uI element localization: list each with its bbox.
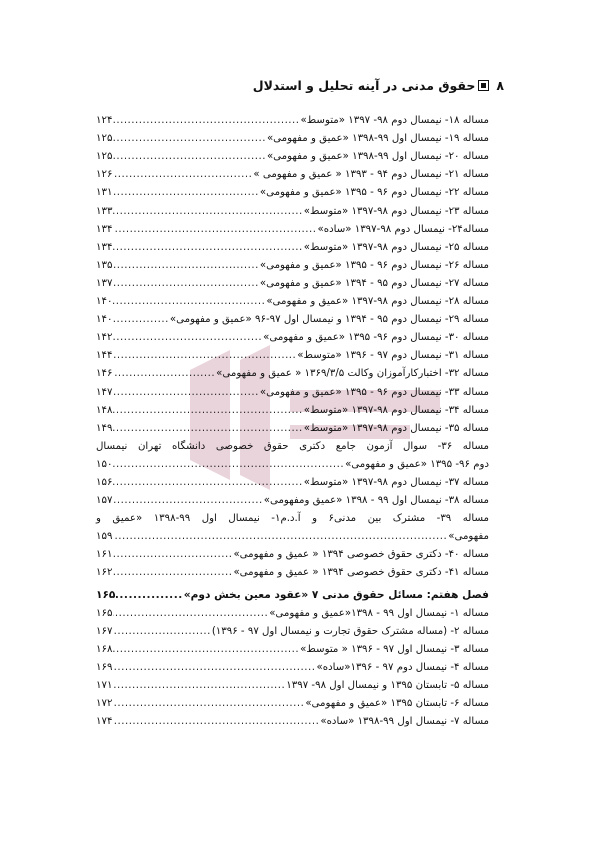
toc-entry-title: مساله ۲۰- نیمسال اول ۹۹-۱۳۹۸ «عمیق و مفهومی» [266, 151, 489, 163]
toc-entry [96, 289, 489, 307]
dot-leader [113, 350, 296, 361]
toc-entry [96, 691, 489, 709]
book-title: حقوق مدنی در آینه تحلیل و استدلال [252, 78, 476, 93]
toc-entry-title: مساله ۳۴- نیمسال دوم ۹۸-۱۳۹۷ «متوسط» [303, 404, 489, 416]
toc-entry [96, 361, 489, 379]
toc-entry-page: ۱۴۶ [96, 368, 113, 380]
page-header [96, 78, 504, 93]
toc-entry [96, 162, 489, 180]
dot-leader [113, 716, 319, 727]
toc-entry-title: مساله ۳۷- نیمسال دوم ۹۸-۱۳۹۷ «متوسط» [303, 476, 489, 488]
toc-entry-page: ۱۳۴ [96, 223, 113, 235]
toc-entry-title: مساله ۳۲- اختبارکارآموزان وکالت ۱۳۶۹/۳/۵ « عمیق و مفهومی» [216, 368, 489, 380]
toc-entry-title: مساله ۳- نیمسال اول ۹۷ - ۱۳۹۶ « متوسط» [300, 643, 489, 655]
toc-entry [96, 709, 489, 727]
toc-entry-page: ۱۴۰ [96, 314, 113, 326]
toc-entry [96, 470, 489, 488]
dot-leader [113, 680, 285, 691]
toc-entry-page: ۱۲۵ [96, 151, 113, 163]
toc-entry [96, 235, 489, 253]
toc-entry [96, 542, 489, 560]
toc-entry [96, 379, 489, 397]
toc-entry-page: ۱۷۴ [96, 716, 113, 728]
dot-leader [113, 242, 302, 253]
dot-leader [116, 589, 182, 601]
toc-entry-title: مساله ۱۸- نیمسال دوم ۹۸- ۱۳۹۷ «متوسط» [300, 115, 489, 127]
toc-entry [96, 452, 489, 470]
toc-entry-page: ۱۴۴ [96, 350, 113, 362]
dot-leader [113, 423, 302, 434]
toc-entry [96, 524, 489, 542]
toc-entry [96, 180, 489, 198]
dot-leader [113, 662, 315, 673]
toc-entry [96, 198, 489, 216]
square-bullet-icon [478, 80, 489, 91]
toc-entry-title: مساله ۳۰- نیمسال دوم ۹۶- ۱۳۹۵ «عمیق و مفهومی» [263, 332, 489, 344]
toc-entry-page: ۱۲۴ [96, 115, 113, 127]
toc-entry [96, 253, 489, 271]
toc-entry [96, 144, 489, 162]
toc-entry-title: مساله ۲۱- نیمسال دوم ۹۴ - ۱۳۹۳ « عمیق و مفهومی » [253, 169, 489, 181]
page-number: ۸ [496, 78, 504, 93]
toc-entry [96, 560, 489, 578]
toc-entry-page: ۱۷۲ [96, 698, 113, 710]
toc-entry-page: ۱۲۵ [96, 133, 113, 145]
toc-entry-page: ۱۵۹ [96, 531, 113, 543]
toc-entry-title: مساله ۲۶- نیمسال دوم ۹۶ - ۱۳۹۵ «عمیق و مفهومی» [259, 259, 489, 271]
toc-entry [96, 488, 489, 506]
dot-leader [113, 115, 299, 126]
toc-entry-page: ۱۴۰ [96, 296, 113, 308]
toc-entry-title: دوم ۹۶- ۱۳۹۵ «عمیق و مفهومی» [345, 458, 489, 470]
dot-leader [113, 477, 302, 488]
toc-entry [96, 307, 489, 325]
toc-entry-title: مساله ۲- (مساله مشترک حقوق تجارت و نیمسال اول ۹۷ - ۱۳۹۶) [211, 625, 489, 637]
dot-leader [113, 169, 252, 180]
dot-leader [113, 626, 210, 637]
dot-leader [113, 531, 447, 542]
toc-entry [96, 637, 489, 655]
toc-entry-page: ۱۶۸ [96, 643, 113, 655]
toc-entry-title: مساله ۳۹- مشترک بین مدنی۶ و آ.د.م۱- نیمسال اول ۹۹-۱۳۹۸ «عمیق و [96, 513, 489, 525]
toc-entry [96, 325, 489, 343]
dot-leader [113, 567, 232, 578]
toc-entry-title: مساله ۳۳- نیمسال دوم ۹۶ - ۱۳۹۵ «عمیق و مفهومی» [259, 386, 489, 398]
dot-leader [113, 644, 299, 655]
dot-leader [113, 698, 304, 709]
toc-entry [96, 655, 489, 673]
dot-leader [113, 187, 258, 198]
toc-entry-page: ۱۶۹ [96, 661, 113, 673]
dot-leader [113, 224, 316, 235]
toc-entry-title: مساله ۳۸- نیمسال اول ۹۹ - ۱۳۹۸ «عمیق ومفهومی» [263, 495, 489, 507]
dot-leader [113, 206, 302, 217]
table-of-contents [96, 108, 489, 727]
toc-entry-title: مساله۲۴- نیمسال دوم ۹۸-۱۳۹۷ «ساده» [317, 223, 489, 235]
toc-entry [96, 217, 489, 235]
dot-leader [113, 296, 265, 307]
toc-entry-title: مساله ۶- تابستان ۱۳۹۵ «عمیق و مفهومی» [305, 698, 489, 710]
toc-entry-title: مساله ۳۱- نیمسال دوم ۹۷ - ۱۳۹۶ «متوسط» [297, 350, 489, 362]
toc-entry-page: ۱۳۴ [96, 241, 113, 253]
toc-entry-title: مساله ۲۷- نیمسال دوم ۹۵ - ۱۳۹۴ «عمیق و مفهومی» [259, 277, 489, 289]
toc-entry-page: ۱۳۵ [96, 259, 113, 271]
dot-leader [113, 405, 302, 416]
toc-entry [96, 271, 489, 289]
toc-entry [96, 416, 489, 434]
toc-entry-page: ۱۳۷ [96, 277, 113, 289]
chapter-heading [96, 582, 489, 600]
toc-entry-page: ۱۴۹ [96, 422, 113, 434]
toc-entry-title: مساله ۷- نیمسال اول ۹۹-۱۳۹۸ «ساده» [320, 716, 489, 728]
dot-leader [113, 133, 266, 144]
toc-entry-title: مساله ۲۵- نیمسال دوم ۹۸-۱۳۹۷ «متوسط» [303, 241, 489, 253]
toc-entry-page: ۱۵۷ [96, 495, 113, 507]
toc-entry-title: مساله ۲۹- نیمسال دوم ۹۵ - ۱۳۹۴ و نیمسال اول ۹۷-۹۶ «عمیق و مفهومی» [169, 314, 489, 326]
dot-leader [113, 459, 344, 470]
dot-leader [113, 608, 268, 619]
toc-entry-page: ۱۶۲ [96, 567, 113, 579]
dot-leader [113, 549, 232, 560]
toc-entry-page: ۱۲۶ [96, 169, 113, 181]
toc-entry-page: ۱۴۷ [96, 386, 113, 398]
toc-entry-title: مساله ۳۶- سوال آزمون جامع دکتری حقوق خصوصی دانشگاه تهران نیمسال [96, 440, 489, 452]
toc-entry [96, 398, 489, 416]
dot-leader [113, 495, 262, 506]
toc-entry-title: مساله ۱- نیمسال اول ۹۹ - ۱۳۹۸«عمیق و مفهومی» [269, 607, 489, 619]
toc-entry-page: ۱۴۲ [96, 332, 113, 344]
dot-leader [113, 332, 262, 343]
toc-entry-page: ۱۶۵ [96, 588, 116, 601]
dot-leader [113, 314, 168, 325]
toc-entry-page: ۱۷۱ [96, 680, 113, 691]
toc-entry-title: مساله ۴۱- دکتری حقوق خصوصی ۱۳۹۴ « عمیق و مفهومی» [233, 567, 489, 579]
toc-entry [96, 126, 489, 144]
toc-entry-page: ۱۵۰ [96, 458, 113, 470]
toc-entry [96, 673, 489, 691]
toc-entry [96, 343, 489, 361]
toc-entry-page: ۱۵۶ [96, 476, 113, 488]
toc-entry-title: مساله ۲۸- نیمسال دوم ۹۸-۱۳۹۷ «عمیق و مفهومی» [266, 296, 489, 308]
toc-entry-page: ۱۳۳ [96, 205, 113, 217]
toc-entry-title: مساله ۴۰- دکتری حقوق خصوصی ۱۳۹۴ « عمیق و مفهومی» [233, 549, 489, 561]
toc-entry-title: مساله ۳۵- نیمسال دوم ۹۸-۱۳۹۷ «متوسط» [303, 422, 489, 434]
toc-entry-title: مساله ۵- تابستان ۱۳۹۵ و نیمسال اول ۹۸- ۱۳۹۷ [286, 680, 489, 691]
toc-entry-page: ۱۳۱ [96, 187, 113, 199]
toc-entry-page: ۱۶۱ [96, 549, 113, 561]
toc-entry [96, 434, 489, 452]
toc-entry-title: فصل هفتم: مسائل حقوق مدنی ۷ «عقود معین بخش دوم» [183, 588, 489, 601]
dot-leader [113, 387, 258, 398]
toc-entry [96, 619, 489, 637]
toc-entry-page: ۱۴۸ [96, 404, 113, 416]
toc-entry-title: مفهومی» [448, 531, 489, 543]
toc-entry-title: مساله ۲۲- نیمسال دوم ۹۶ - ۱۳۹۵ «عمیق و مفهومی» [259, 187, 489, 199]
toc-entry [96, 506, 489, 524]
toc-entry-title: مساله ۱۹- نیمسال اول ۹۹-۱۳۹۸ «عمیق و مفهومی» [266, 133, 489, 145]
toc-entry-title: مساله ۲۳- نیمسال دوم ۹۸-۱۳۹۷ «متوسط» [303, 205, 489, 217]
dot-leader [113, 151, 266, 162]
toc-entry [96, 108, 489, 126]
toc-entry-title: مساله ۴- نیمسال دوم ۹۷ - ۱۳۹۶«ساده» [316, 661, 489, 673]
dot-leader [113, 368, 215, 379]
dot-leader [113, 260, 258, 271]
toc-entry [96, 601, 489, 619]
dot-leader [113, 278, 258, 289]
toc-entry-page: ۱۶۷ [96, 625, 113, 637]
toc-entry-page: ۱۶۵ [96, 607, 113, 619]
